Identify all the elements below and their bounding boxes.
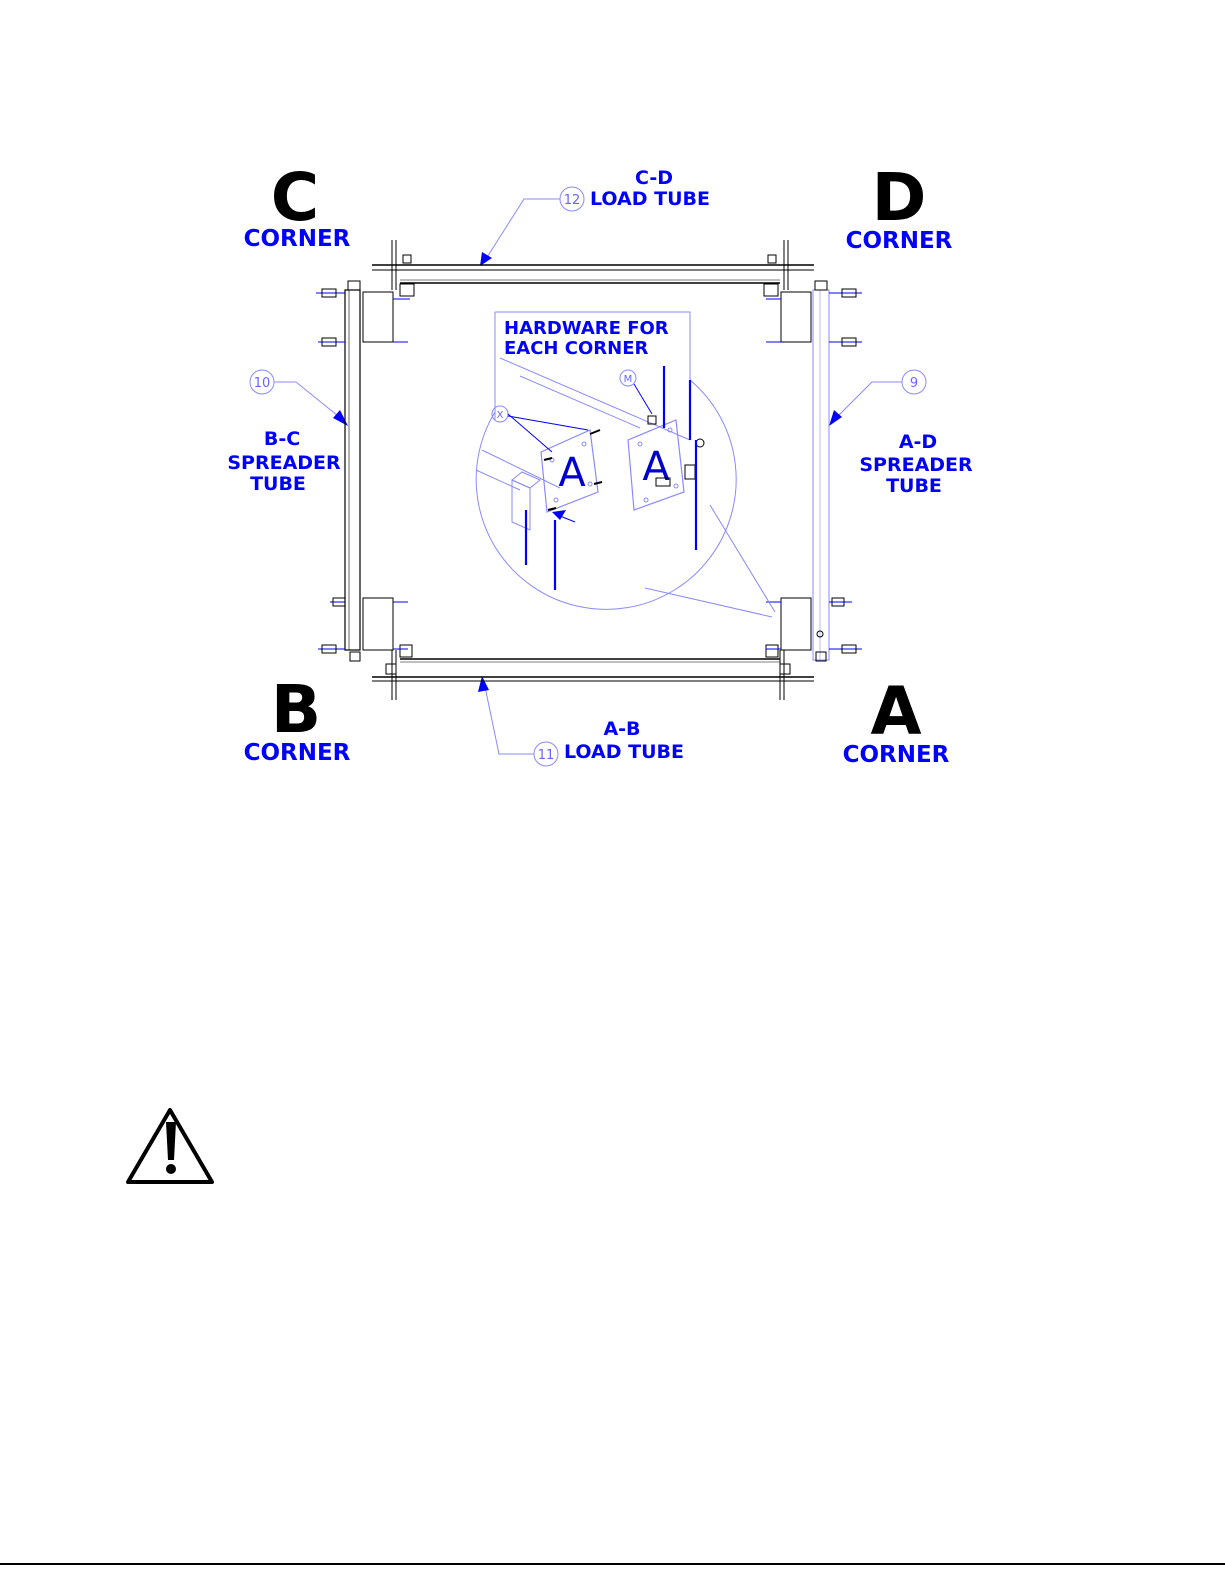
corner-c-label: CORNER — [243, 226, 351, 252]
detail-title-line-2: EACH CORNER — [504, 338, 649, 359]
balloon-m-label: M — [623, 374, 633, 385]
page-bottom-rule — [0, 1563, 1225, 1565]
ad-spreader-label-2: SPREADER — [859, 454, 973, 476]
plate-2-letter: A — [642, 444, 670, 490]
corner-a-letter: A — [870, 673, 922, 750]
bc-spreader-label-3: TUBE — [250, 473, 306, 495]
ad-arrowhead — [829, 410, 842, 426]
corner-d-letter: D — [871, 159, 927, 236]
plate-1-letter: A — [558, 450, 586, 496]
cd-arrowhead — [480, 252, 492, 266]
corner-b-label: CORNER — [243, 740, 351, 766]
ad-spreader-tube — [766, 281, 862, 661]
corner-b-letter: B — [270, 671, 322, 748]
corner-c-letter: C — [270, 159, 320, 236]
balloon-10-label: 10 — [253, 376, 271, 391]
corner-d-label: CORNER — [845, 228, 953, 254]
bc-spreader-label-2: SPREADER — [227, 452, 341, 474]
balloon-9-label: 9 — [909, 376, 919, 391]
bc-spreader-label-1: B-C — [263, 428, 301, 450]
bc-arrowhead — [333, 410, 348, 426]
balloon-11-label: 11 — [537, 748, 555, 763]
ab-load-tube-label-1: A-B — [603, 718, 641, 740]
cd-load-tube-label-1: C-D — [634, 167, 674, 189]
cd-load-tube-label-2: LOAD TUBE — [589, 188, 711, 210]
ab-load-tube-label-2: LOAD TUBE — [563, 741, 685, 763]
hardware-detail-view — [476, 312, 775, 617]
detail-title-line-1: HARDWARE FOR — [504, 318, 669, 339]
warning-icon — [128, 1110, 212, 1182]
ad-spreader-label-1: A-D — [898, 431, 938, 453]
ad-spreader-label-3: TUBE — [886, 475, 942, 497]
balloon-x-label: X — [496, 410, 504, 421]
balloon-12-label: 12 — [563, 193, 581, 208]
ab-arrowhead — [478, 676, 489, 692]
cd-load-tube — [372, 240, 814, 296]
corner-a-label: CORNER — [842, 742, 950, 768]
ab-load-tube — [372, 645, 814, 700]
